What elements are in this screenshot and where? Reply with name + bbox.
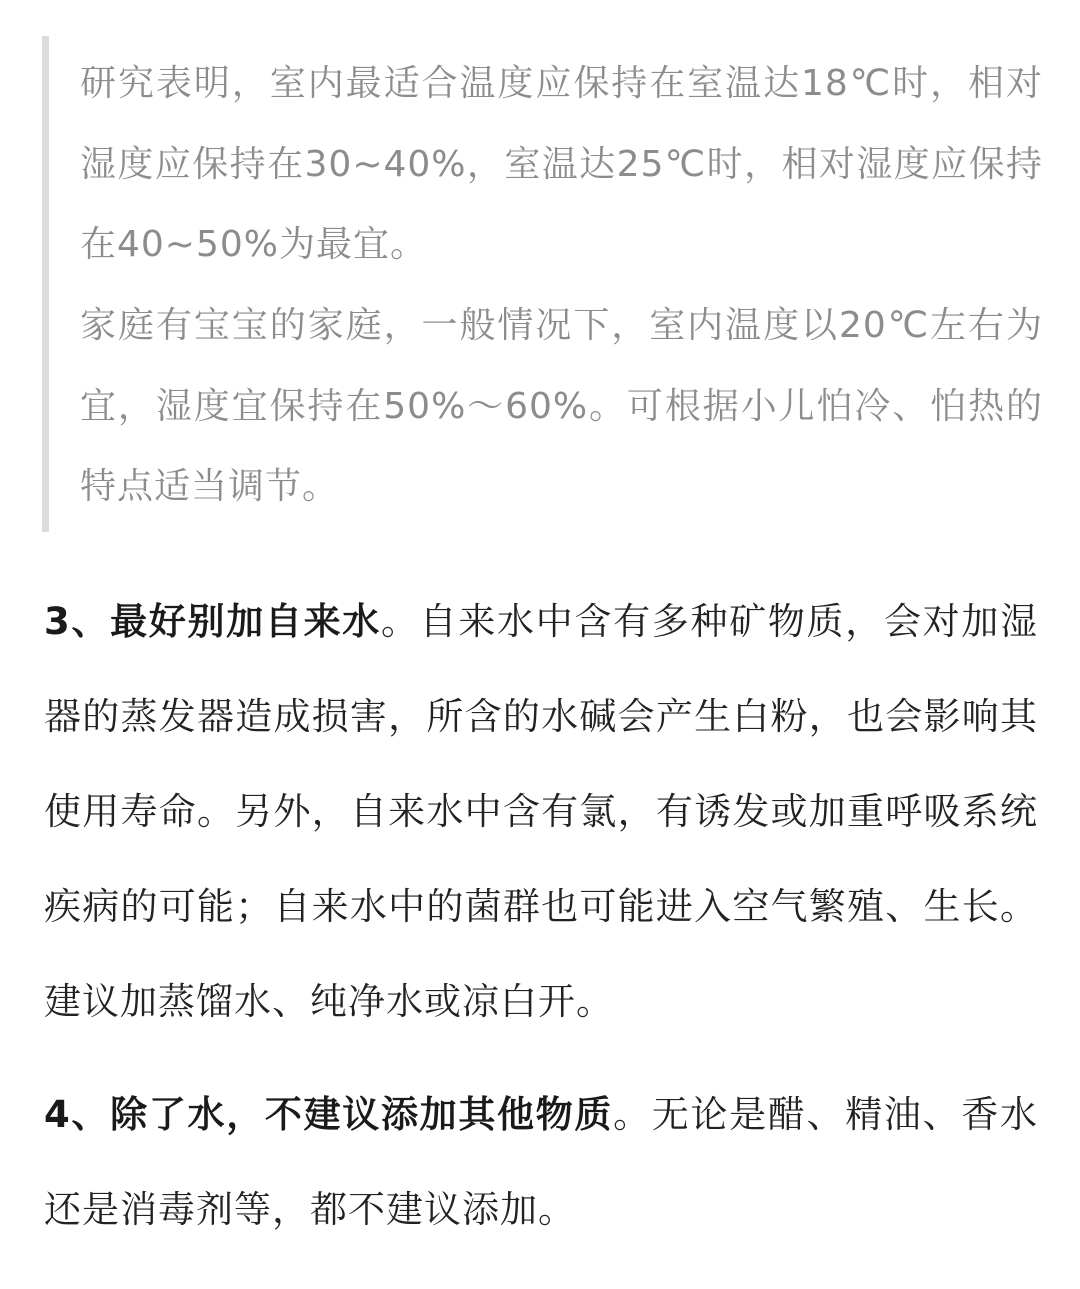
tip-4-body: 。无论是醋、精油、香水还是消毒剂等，都不建议添加。 <box>44 1093 1038 1231</box>
tip-3-heading: 3、最好别加自来水 <box>44 600 381 643</box>
blockquote <box>42 36 1042 532</box>
quote-paragraph-humidity-guidelines: 研究表明，室内最适合温度应保持在室温达18℃时，相对湿度应保持在30~40%，室温达25℃时，相对湿度应保持在40~50%为最宜。 <box>80 63 1043 265</box>
tip-3-body: 。自来水中含有多种矿物质，会对加湿器的蒸发器造成损害，所含的水碱会产生白粉，也会影响其使用寿命。另外，自来水中含有氯，有诱发或加重呼吸系统疾病的可能；自来水中的菌群也可能进入空气繁殖、生长。建议加蒸馏水、纯净水或凉白开。 <box>44 600 1039 1023</box>
tip-4-heading: 4、除了水，不建议添加其他物质 <box>44 1093 614 1136</box>
tip-3-paragraph <box>44 574 1038 1049</box>
quote-paragraph-baby-room: 家庭有宝宝的家庭，一般情况下，室内温度以20℃左右为宜，湿度宜保持在50%～60%。可根据小儿怕冷、怕热的特点适当调节。 <box>80 305 1043 507</box>
tip-4-paragraph <box>44 1067 1038 1257</box>
